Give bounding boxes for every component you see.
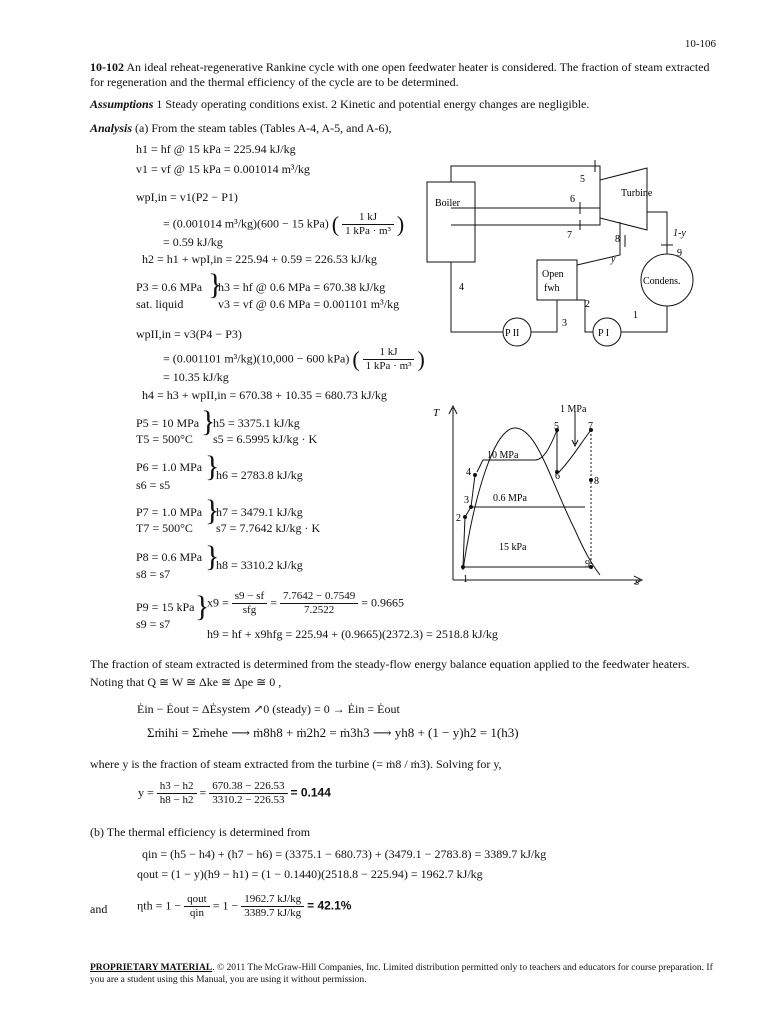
pump1-label: P I bbox=[598, 328, 610, 339]
turbine-label: Turbine bbox=[621, 188, 653, 199]
eq-wpII-1: wpII,in = v3(P4 − P3) bbox=[136, 327, 242, 341]
brace: } bbox=[201, 405, 216, 438]
assumptions bbox=[90, 97, 718, 112]
problem-number: 10-102 bbox=[90, 60, 124, 74]
eq-p3: P3 = 0.6 MPa bbox=[136, 280, 203, 294]
eq-s6: s6 = s5 bbox=[136, 478, 171, 492]
ts-state-3: 3 bbox=[464, 495, 469, 506]
state-8: 8 bbox=[615, 234, 620, 245]
ts-15kpa-label: 15 kPa bbox=[499, 542, 527, 553]
fwh-box bbox=[537, 260, 577, 300]
eq-s5: s5 = 6.5995 kJ/kg · K bbox=[213, 432, 318, 446]
state-2: 2 bbox=[585, 299, 590, 310]
cycle-schematic bbox=[415, 150, 715, 350]
eq-s8: s8 = s7 bbox=[136, 567, 171, 581]
footer-text: . © 2011 The McGraw-Hill Companies, Inc. Limited distribution permitted only to teachers and educators for course preparation. If you are a student using this Manual, you are using it without permission. bbox=[90, 963, 713, 985]
eq-v1: v1 = vf @ 15 kPa = 0.001014 m³/kg bbox=[136, 162, 310, 176]
ts-state-2: 2 bbox=[456, 513, 461, 524]
condenser-label: Condens. bbox=[643, 276, 681, 287]
boiler-label: Boiler bbox=[435, 198, 460, 209]
turbine-shape bbox=[600, 168, 647, 230]
footer bbox=[90, 962, 718, 986]
ts-state-4: 4 bbox=[466, 467, 471, 478]
ts-state-5: 5 bbox=[554, 421, 559, 432]
label-y: y bbox=[611, 254, 616, 265]
brace: } bbox=[205, 450, 220, 483]
label-1-y: 1-y bbox=[673, 228, 686, 239]
ts-06mpa-label: 0.6 MPa bbox=[493, 493, 527, 504]
state-4: 4 bbox=[459, 282, 464, 293]
ts-state-7: 7 bbox=[588, 421, 593, 432]
eq-h1: h1 = hf @ 15 kPa = 225.94 kJ/kg bbox=[136, 142, 296, 156]
eq-s9: s9 = s7 bbox=[136, 617, 171, 631]
state-3: 3 bbox=[562, 318, 567, 329]
eq-p5: P5 = 10 MPa bbox=[136, 416, 200, 430]
energy-balance-2: Σṁihi = Σṁehe ⟶ ṁ8h8 + ṁ2h2 = ṁ3h3 ⟶ yh8 + (1 − y)h2 = 1(h3) bbox=[147, 725, 519, 740]
unit-fraction-2: $\frac{1 kJ}{\text{1 kPa · m³}}$ bbox=[363, 346, 415, 373]
unit-fraction-1: $\frac{1 kJ}{\text{1 kPa · m³}}$ bbox=[342, 211, 394, 238]
brace: } bbox=[208, 268, 223, 301]
state-7: 7 bbox=[567, 230, 572, 241]
ts-state-1: 1 bbox=[463, 574, 468, 585]
eq-h8: h8 = 3310.2 kJ/kg bbox=[216, 558, 303, 572]
eq-t5: T5 = 500°C bbox=[136, 432, 193, 446]
s-axis-label: s bbox=[635, 576, 640, 588]
analysis-part-a: (a) From the steam tables (Tables A-4, A-5, and A-6), bbox=[132, 121, 392, 135]
eq-h9: h9 = hf + x9hfg = 225.94 + (0.9665)(2372.3) = 2518.8 kJ/kg bbox=[207, 627, 498, 641]
fwh-label-2: fwh bbox=[544, 283, 560, 294]
ts-10mpa-label: 10 MPa bbox=[487, 450, 519, 461]
eq-x9: x9 = $\frac{s9 - sf}{\text{sfg}}$ = $\frac{7.7642 - 0.7549}{7.2522}$ = 0.9665 bbox=[207, 590, 404, 616]
eq-p6: P6 = 1.0 MPa bbox=[136, 460, 203, 474]
eq-wpII-3: = 10.35 kJ/kg bbox=[163, 370, 229, 384]
eq-y: y = $\frac{h3 - h2}{h8 - h2}$ = $\frac{670.38 - 226.53}{3310.2 - 226.53}$ = 0.144 bbox=[138, 780, 331, 806]
state-1: 1 bbox=[633, 310, 638, 321]
pump2-label: P II bbox=[505, 328, 520, 339]
part-b-text: (b) The thermal efficiency is determined from bbox=[90, 825, 311, 839]
analysis-label: Analysis bbox=[90, 121, 133, 135]
eq-wpI-2a: = (0.001014 m³/kg)(600 − 15 kPa) bbox=[163, 216, 329, 231]
analysis-intro bbox=[90, 121, 718, 136]
eq-p7: P7 = 1.0 MPa bbox=[136, 505, 203, 519]
ts-state-6: 6 bbox=[555, 471, 560, 482]
saturation-dome bbox=[463, 428, 600, 575]
eq-wpII-2: = (0.001101 m³/kg)(10,000 − 600 kPa) ( $\frac{1 kJ}{\text{1 kPa · m³}}$ ) bbox=[163, 346, 425, 372]
y-text: where y is the fraction of steam extracted from the turbine (= ṁ8 / ṁ3). Solving for y, bbox=[90, 757, 502, 771]
eq-s7: s7 = 7.7642 kJ/kg · K bbox=[216, 521, 321, 535]
problem-text: An ideal reheat-regenerative Rankine cycle with one open feedwater heater is considered. The fraction of steam extracted for regeneration and the thermal efficiency of the cycle are to be determined. bbox=[90, 60, 710, 89]
t-axis-label: T bbox=[433, 407, 440, 419]
eq-h2: h2 = h1 + wpI,in = 225.94 + 0.59 = 226.53 kJ/kg bbox=[142, 252, 377, 266]
eq-h7: h7 = 3479.1 kJ/kg bbox=[216, 505, 303, 519]
state-9: 9 bbox=[677, 248, 682, 259]
eq-h5: h5 = 3375.1 kJ/kg bbox=[213, 416, 300, 430]
state-6: 6 bbox=[570, 194, 575, 205]
eq-wpI-1: wpI,in = v1(P2 − P1) bbox=[136, 190, 238, 204]
eq-p8: P8 = 0.6 MPa bbox=[136, 550, 203, 564]
assumptions-text: 1 Steady operating conditions exist. 2 Kinetic and potential energy changes are negligible. bbox=[153, 97, 590, 111]
eq-p9: P9 = 15 kPa bbox=[136, 600, 195, 614]
eq-qout: qout = (1 − y)(h9 − h1) = (1 − 0.1440)(2518.8 − 225.94) = 1962.7 kJ/kg bbox=[137, 867, 483, 881]
eq-h6: h6 = 2783.8 kJ/kg bbox=[216, 468, 303, 482]
footer-proprietary: PROPRIETARY MATERIAL bbox=[90, 963, 213, 973]
assumptions-label: Assumptions bbox=[90, 97, 154, 111]
fwh-label-1: Open bbox=[542, 269, 564, 280]
state-5: 5 bbox=[580, 174, 585, 185]
eq-wpII-2a: = (0.001101 m³/kg)(10,000 − 600 kPa) bbox=[163, 351, 350, 366]
ts-state-9: 9 bbox=[585, 559, 590, 570]
eq-sat-liquid: sat. liquid bbox=[136, 297, 184, 311]
energy-balance-1: Ėin − Ėout = ΔĖsystem ↗0 (steady) = 0 → Ėin = Ėout bbox=[137, 702, 400, 716]
ts-diagram bbox=[425, 400, 650, 590]
ts-1mpa-label: 1 MPa bbox=[560, 404, 587, 415]
eq-eta: ηth = 1 − $\frac{\text{qout}}{\text{qin}}$ = 1 − $\frac{1962.7 kJ/kg}{3389.7 kJ/kg}$ = 42.1% bbox=[137, 893, 352, 919]
fraction-text: The fraction of steam extracted is determined from the steady-flow energy balance equation applied to the feedwater heaters. Noting that Q ≅ W ≅ Δke ≅ Δpe ≅ 0 , bbox=[90, 657, 690, 689]
eq-v3: v3 = vf @ 0.6 MPa = 0.001101 m³/kg bbox=[218, 297, 400, 311]
eq-wpI-2: = (0.001014 m³/kg)(600 − 15 kPa) ( $\frac{1 kJ}{\text{1 kPa · m³}}$ ) bbox=[163, 211, 405, 237]
boiler-box bbox=[427, 182, 475, 262]
eq-qin: qin = (h5 − h4) + (h7 − h6) = (3375.1 − 680.73) + (3479.1 − 2783.8) = 3389.7 kJ/kg bbox=[142, 847, 547, 861]
and-word: and bbox=[90, 902, 108, 916]
eq-t7: T7 = 500°C bbox=[136, 521, 193, 535]
ts-state-8: 8 bbox=[594, 476, 599, 487]
brace: } bbox=[195, 590, 210, 623]
eq-h3: h3 = hf @ 0.6 MPa = 670.38 kJ/kg bbox=[218, 280, 386, 294]
eq-wpI-3: = 0.59 kJ/kg bbox=[163, 235, 223, 249]
brace: } bbox=[205, 540, 220, 573]
problem-statement bbox=[90, 60, 718, 90]
page-number: 10-106 bbox=[684, 38, 716, 50]
brace: } bbox=[205, 494, 220, 527]
eq-h4: h4 = h3 + wpII,in = 670.38 + 10.35 = 680.73 kJ/kg bbox=[142, 388, 387, 402]
